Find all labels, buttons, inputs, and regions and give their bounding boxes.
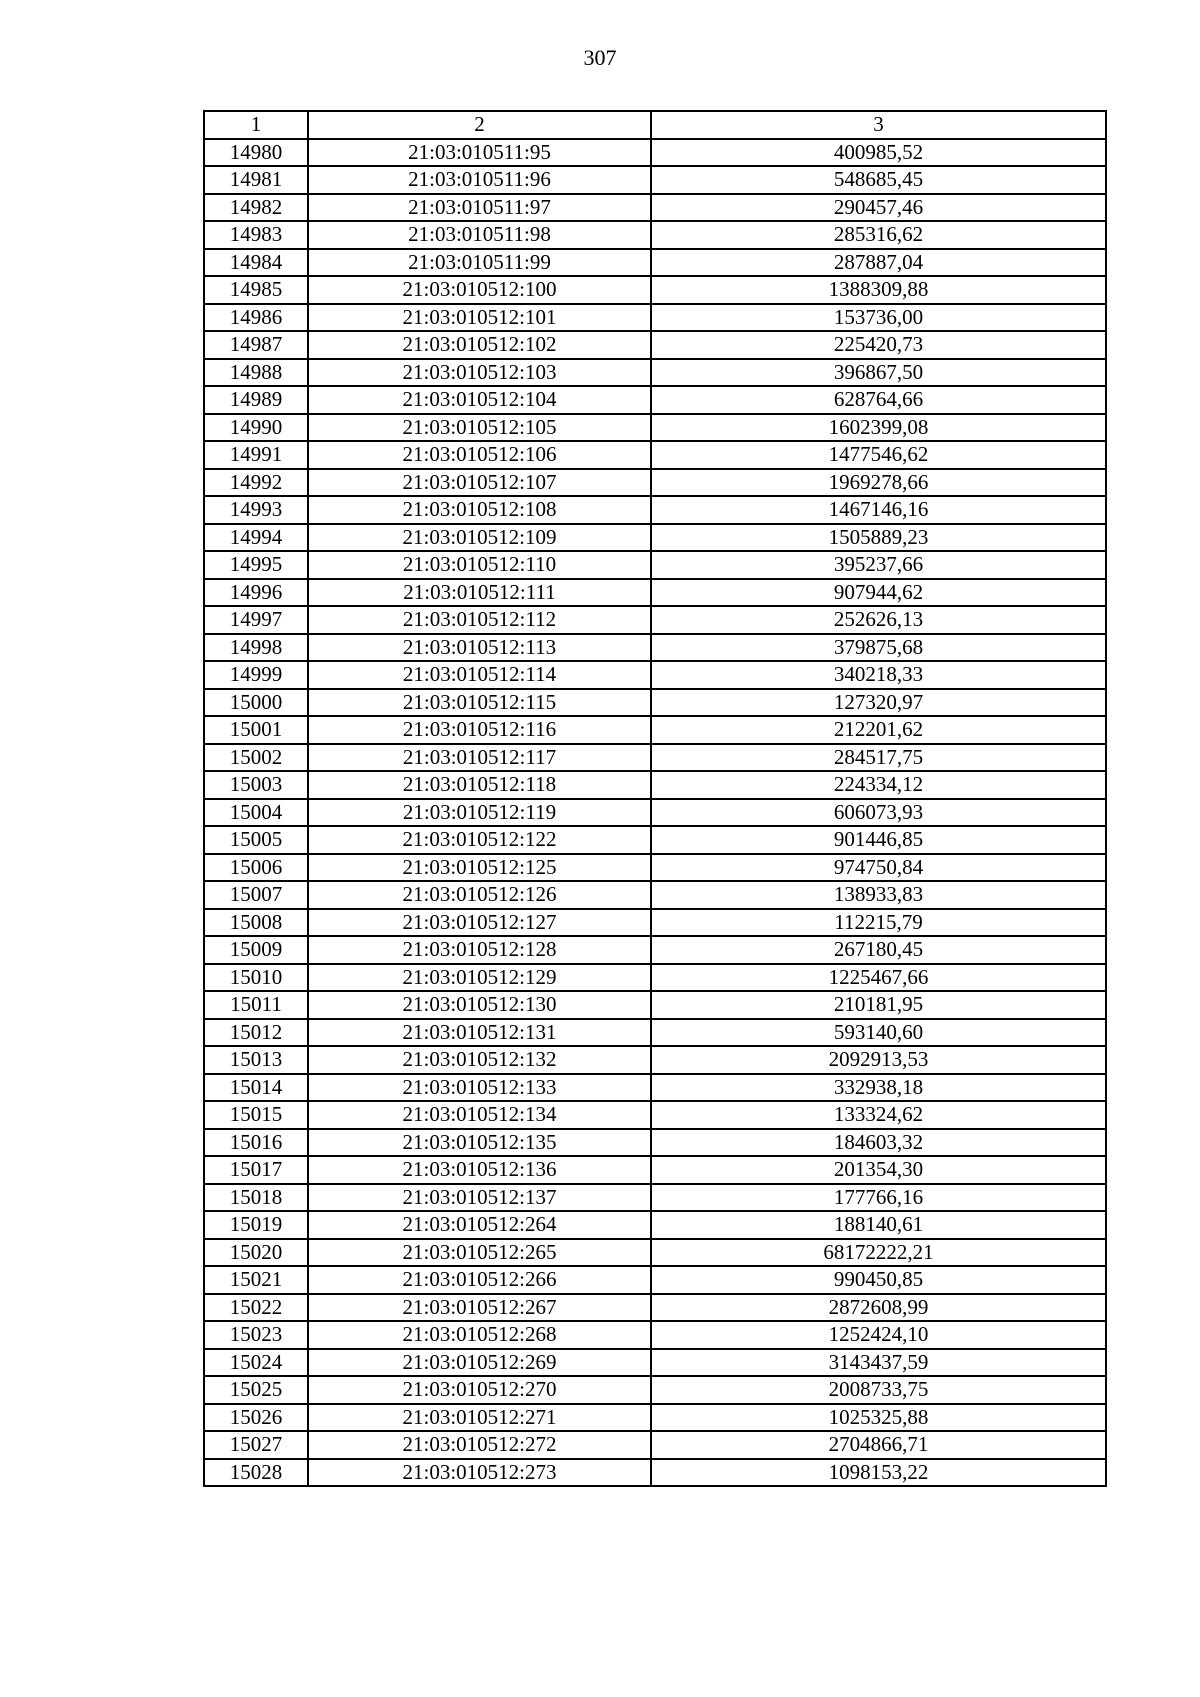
value-cell: 1505889,23 xyxy=(651,524,1106,552)
table-row xyxy=(204,1266,1106,1294)
column-header-3: 3 xyxy=(651,111,1106,139)
table-row xyxy=(204,826,1106,854)
value-cell: 201354,30 xyxy=(651,1156,1106,1184)
cadastral-number-cell: 21:03:010512:137 xyxy=(308,1184,651,1212)
cadastral-number-cell: 21:03:010511:98 xyxy=(308,221,651,249)
page-number: 307 xyxy=(583,45,617,70)
cadastral-number-cell: 21:03:010512:135 xyxy=(308,1129,651,1157)
value-cell: 1098153,22 xyxy=(651,1459,1106,1487)
table-row xyxy=(204,441,1106,469)
value-cell: 593140,60 xyxy=(651,1019,1106,1047)
row-number-cell: 15010 xyxy=(204,964,308,992)
cadastral-number-cell: 21:03:010512:109 xyxy=(308,524,651,552)
table-row xyxy=(204,304,1106,332)
value-cell: 2872608,99 xyxy=(651,1294,1106,1322)
table-row xyxy=(204,909,1106,937)
value-cell: 225420,73 xyxy=(651,331,1106,359)
row-number-cell: 15007 xyxy=(204,881,308,909)
row-number-cell: 15005 xyxy=(204,826,308,854)
row-number-cell: 14989 xyxy=(204,386,308,414)
cadastral-number-cell: 21:03:010512:112 xyxy=(308,606,651,634)
value-cell: 340218,33 xyxy=(651,661,1106,689)
value-cell: 68172222,21 xyxy=(651,1239,1106,1267)
table-row xyxy=(204,854,1106,882)
cadastral-number-cell: 21:03:010512:117 xyxy=(308,744,651,772)
value-cell: 332938,18 xyxy=(651,1074,1106,1102)
table-row xyxy=(204,1376,1106,1404)
row-number-cell: 15020 xyxy=(204,1239,308,1267)
row-number-cell: 14987 xyxy=(204,331,308,359)
cadastral-number-cell: 21:03:010512:103 xyxy=(308,359,651,387)
row-number-cell: 14993 xyxy=(204,496,308,524)
value-cell: 1969278,66 xyxy=(651,469,1106,497)
value-cell: 606073,93 xyxy=(651,799,1106,827)
value-cell: 400985,52 xyxy=(651,139,1106,167)
cadastral-number-cell: 21:03:010512:267 xyxy=(308,1294,651,1322)
table-row xyxy=(204,1184,1106,1212)
row-number-cell: 14985 xyxy=(204,276,308,304)
row-number-cell: 15027 xyxy=(204,1431,308,1459)
value-cell: 2092913,53 xyxy=(651,1046,1106,1074)
row-number-cell: 15023 xyxy=(204,1321,308,1349)
cadastral-number-cell: 21:03:010512:273 xyxy=(308,1459,651,1487)
column-header-2: 2 xyxy=(308,111,651,139)
cadastral-number-cell: 21:03:010512:127 xyxy=(308,909,651,937)
row-number-cell: 15025 xyxy=(204,1376,308,1404)
row-number-cell: 14983 xyxy=(204,221,308,249)
table-row xyxy=(204,771,1106,799)
row-number-cell: 15028 xyxy=(204,1459,308,1487)
value-cell: 628764,66 xyxy=(651,386,1106,414)
table-row xyxy=(204,469,1106,497)
table-row xyxy=(204,606,1106,634)
table-row xyxy=(204,1349,1106,1377)
cadastral-number-cell: 21:03:010512:125 xyxy=(308,854,651,882)
cadastral-number-cell: 21:03:010511:95 xyxy=(308,139,651,167)
table-row xyxy=(204,221,1106,249)
value-cell: 290457,46 xyxy=(651,194,1106,222)
row-number-cell: 15008 xyxy=(204,909,308,937)
cadastral-number-cell: 21:03:010511:99 xyxy=(308,249,651,277)
row-number-cell: 15003 xyxy=(204,771,308,799)
value-cell: 177766,16 xyxy=(651,1184,1106,1212)
cadastral-number-cell: 21:03:010512:132 xyxy=(308,1046,651,1074)
table-row xyxy=(204,276,1106,304)
cadastral-number-cell: 21:03:010512:268 xyxy=(308,1321,651,1349)
table-row xyxy=(204,579,1106,607)
table-row xyxy=(204,964,1106,992)
value-cell: 210181,95 xyxy=(651,991,1106,1019)
table-row xyxy=(204,551,1106,579)
cadastral-number-cell: 21:03:010511:97 xyxy=(308,194,651,222)
table-row xyxy=(204,1156,1106,1184)
cadastral-number-cell: 21:03:010512:106 xyxy=(308,441,651,469)
cadastral-number-cell: 21:03:010512:102 xyxy=(308,331,651,359)
value-cell: 153736,00 xyxy=(651,304,1106,332)
row-number-cell: 15006 xyxy=(204,854,308,882)
table-row xyxy=(204,661,1106,689)
value-cell: 127320,97 xyxy=(651,689,1106,717)
row-number-cell: 14980 xyxy=(204,139,308,167)
value-cell: 1252424,10 xyxy=(651,1321,1106,1349)
value-cell: 1602399,08 xyxy=(651,414,1106,442)
row-number-cell: 14986 xyxy=(204,304,308,332)
value-cell: 284517,75 xyxy=(651,744,1106,772)
cadastral-number-cell: 21:03:010512:265 xyxy=(308,1239,651,1267)
row-number-cell: 15011 xyxy=(204,991,308,1019)
row-number-cell: 14984 xyxy=(204,249,308,277)
value-cell: 396867,50 xyxy=(651,359,1106,387)
cadastral-number-cell: 21:03:010512:136 xyxy=(308,1156,651,1184)
table-row xyxy=(204,1431,1106,1459)
row-number-cell: 15012 xyxy=(204,1019,308,1047)
table-body xyxy=(204,139,1106,1487)
table-row xyxy=(204,359,1106,387)
table-row xyxy=(204,331,1106,359)
row-number-cell: 14992 xyxy=(204,469,308,497)
value-cell: 224334,12 xyxy=(651,771,1106,799)
table-row xyxy=(204,166,1106,194)
table-row xyxy=(204,194,1106,222)
value-cell: 990450,85 xyxy=(651,1266,1106,1294)
row-number-cell: 14988 xyxy=(204,359,308,387)
row-number-cell: 14990 xyxy=(204,414,308,442)
row-number-cell: 14982 xyxy=(204,194,308,222)
cadastral-number-cell: 21:03:010512:104 xyxy=(308,386,651,414)
value-cell: 285316,62 xyxy=(651,221,1106,249)
cadastral-number-cell: 21:03:010512:101 xyxy=(308,304,651,332)
row-number-cell: 15004 xyxy=(204,799,308,827)
cadastral-number-cell: 21:03:010512:270 xyxy=(308,1376,651,1404)
row-number-cell: 15024 xyxy=(204,1349,308,1377)
row-number-cell: 14998 xyxy=(204,634,308,662)
value-cell: 287887,04 xyxy=(651,249,1106,277)
table-row xyxy=(204,386,1106,414)
table-row xyxy=(204,991,1106,1019)
row-number-cell: 14981 xyxy=(204,166,308,194)
table-row xyxy=(204,1101,1106,1129)
value-cell: 133324,62 xyxy=(651,1101,1106,1129)
value-cell: 379875,68 xyxy=(651,634,1106,662)
value-cell: 3143437,59 xyxy=(651,1349,1106,1377)
table-row xyxy=(204,1321,1106,1349)
table-row xyxy=(204,1074,1106,1102)
value-cell: 907944,62 xyxy=(651,579,1106,607)
row-number-cell: 15019 xyxy=(204,1211,308,1239)
cadastral-number-cell: 21:03:010512:108 xyxy=(308,496,651,524)
cadastral-number-cell: 21:03:010512:266 xyxy=(308,1266,651,1294)
row-number-cell: 14999 xyxy=(204,661,308,689)
cadastral-number-cell: 21:03:010512:122 xyxy=(308,826,651,854)
column-header-1: 1 xyxy=(204,111,308,139)
table-row xyxy=(204,249,1106,277)
table-row xyxy=(204,716,1106,744)
value-cell: 184603,32 xyxy=(651,1129,1106,1157)
table-row xyxy=(204,1239,1106,1267)
cadastral-number-cell: 21:03:010512:126 xyxy=(308,881,651,909)
cadastral-number-cell: 21:03:010512:107 xyxy=(308,469,651,497)
cadastral-number-cell: 21:03:010512:116 xyxy=(308,716,651,744)
table-row xyxy=(204,744,1106,772)
cadastral-number-cell: 21:03:010512:264 xyxy=(308,1211,651,1239)
cadastral-number-cell: 21:03:010512:118 xyxy=(308,771,651,799)
row-number-cell: 14997 xyxy=(204,606,308,634)
value-cell: 1225467,66 xyxy=(651,964,1106,992)
cadastral-number-cell: 21:03:010512:129 xyxy=(308,964,651,992)
row-number-cell: 15026 xyxy=(204,1404,308,1432)
cadastral-number-cell: 21:03:010512:113 xyxy=(308,634,651,662)
table-row xyxy=(204,414,1106,442)
row-number-cell: 14996 xyxy=(204,579,308,607)
value-cell: 112215,79 xyxy=(651,909,1106,937)
row-number-cell: 15017 xyxy=(204,1156,308,1184)
row-number-cell: 15021 xyxy=(204,1266,308,1294)
table-row xyxy=(204,799,1106,827)
table-row xyxy=(204,496,1106,524)
value-cell: 901446,85 xyxy=(651,826,1106,854)
table-row xyxy=(204,1294,1106,1322)
cadastral-number-cell: 21:03:010512:130 xyxy=(308,991,651,1019)
value-cell: 1477546,62 xyxy=(651,441,1106,469)
row-number-cell: 15013 xyxy=(204,1046,308,1074)
table-row xyxy=(204,689,1106,717)
table-row xyxy=(204,634,1106,662)
cadastral-number-cell: 21:03:010512:133 xyxy=(308,1074,651,1102)
cadastral-number-cell: 21:03:010512:134 xyxy=(308,1101,651,1129)
cadastral-number-cell: 21:03:010512:131 xyxy=(308,1019,651,1047)
table-row xyxy=(204,1129,1106,1157)
row-number-cell: 15018 xyxy=(204,1184,308,1212)
cadastral-number-cell: 21:03:010512:119 xyxy=(308,799,651,827)
value-cell: 1388309,88 xyxy=(651,276,1106,304)
cadastral-number-cell: 21:03:010512:105 xyxy=(308,414,651,442)
table-row xyxy=(204,1046,1106,1074)
table-row xyxy=(204,936,1106,964)
row-number-cell: 15000 xyxy=(204,689,308,717)
value-cell: 395237,66 xyxy=(651,551,1106,579)
row-number-cell: 14995 xyxy=(204,551,308,579)
row-number-cell: 15009 xyxy=(204,936,308,964)
table-row xyxy=(204,524,1106,552)
cadastral-number-cell: 21:03:010512:272 xyxy=(308,1431,651,1459)
cadastral-number-cell: 21:03:010512:271 xyxy=(308,1404,651,1432)
value-cell: 974750,84 xyxy=(651,854,1106,882)
cadastral-number-cell: 21:03:010512:115 xyxy=(308,689,651,717)
value-cell: 267180,45 xyxy=(651,936,1106,964)
cadastral-number-cell: 21:03:010512:128 xyxy=(308,936,651,964)
cadastral-number-cell: 21:03:010512:269 xyxy=(308,1349,651,1377)
row-number-cell: 15001 xyxy=(204,716,308,744)
row-number-cell: 15016 xyxy=(204,1129,308,1157)
value-cell: 2008733,75 xyxy=(651,1376,1106,1404)
cadastral-number-cell: 21:03:010512:110 xyxy=(308,551,651,579)
table-row xyxy=(204,1211,1106,1239)
row-number-cell: 14994 xyxy=(204,524,308,552)
table-row xyxy=(204,1459,1106,1487)
row-number-cell: 15022 xyxy=(204,1294,308,1322)
table-row xyxy=(204,1404,1106,1432)
table-header-row xyxy=(204,111,1106,139)
row-number-cell: 15002 xyxy=(204,744,308,772)
cadastral-number-cell: 21:03:010512:111 xyxy=(308,579,651,607)
table-row xyxy=(204,139,1106,167)
value-cell: 138933,83 xyxy=(651,881,1106,909)
table-row xyxy=(204,1019,1106,1047)
value-cell: 548685,45 xyxy=(651,166,1106,194)
value-cell: 252626,13 xyxy=(651,606,1106,634)
cadastral-number-cell: 21:03:010511:96 xyxy=(308,166,651,194)
value-cell: 188140,61 xyxy=(651,1211,1106,1239)
value-cell: 2704866,71 xyxy=(651,1431,1106,1459)
value-cell: 1025325,88 xyxy=(651,1404,1106,1432)
value-cell: 1467146,16 xyxy=(651,496,1106,524)
row-number-cell: 15015 xyxy=(204,1101,308,1129)
value-cell: 212201,62 xyxy=(651,716,1106,744)
cadastral-number-cell: 21:03:010512:100 xyxy=(308,276,651,304)
row-number-cell: 15014 xyxy=(204,1074,308,1102)
table-row xyxy=(204,881,1106,909)
row-number-cell: 14991 xyxy=(204,441,308,469)
registry-table xyxy=(203,110,1107,1487)
cadastral-number-cell: 21:03:010512:114 xyxy=(308,661,651,689)
